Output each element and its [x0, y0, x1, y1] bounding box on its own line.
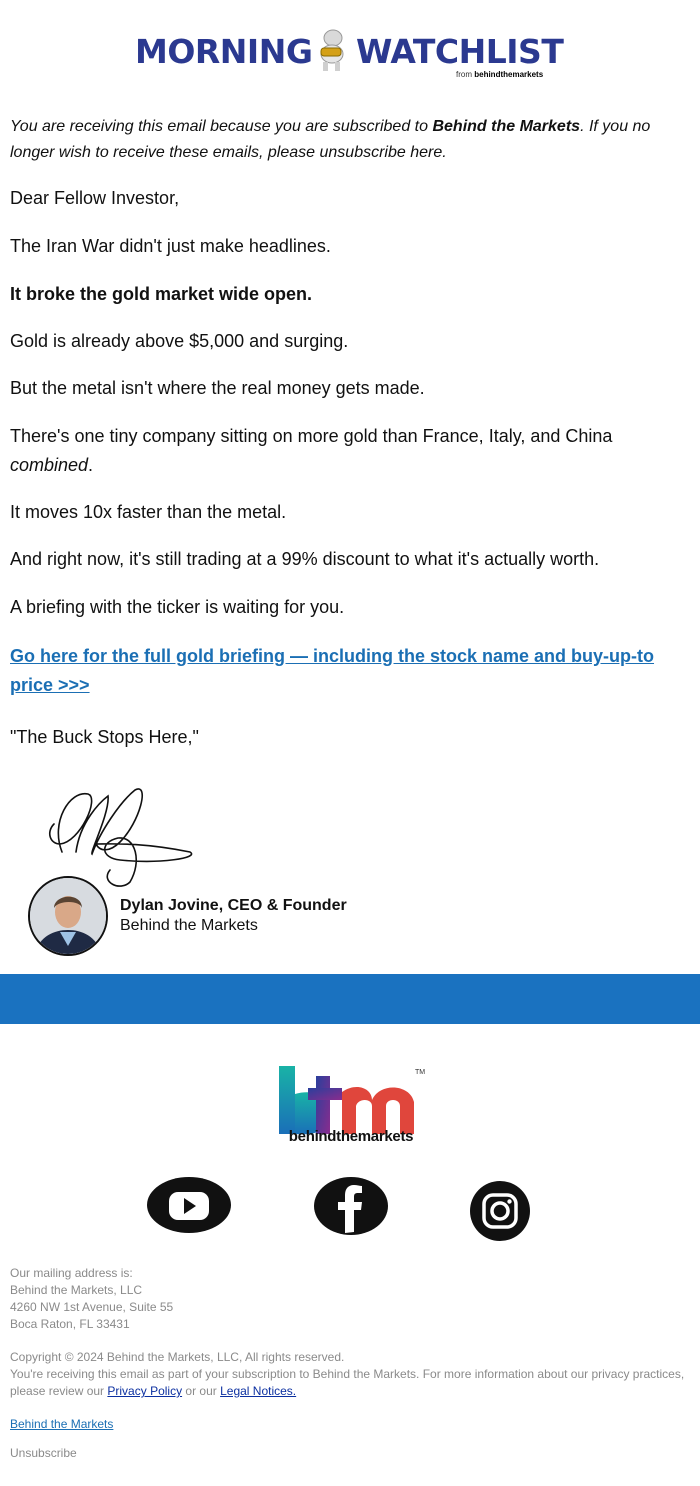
instagram-icon[interactable]	[469, 1180, 531, 1242]
morning-watchlist-logo	[0, 28, 700, 88]
logo-word-morning: MORNING	[135, 32, 313, 71]
logo-word-watchlist: WATCHLIST	[356, 32, 564, 71]
unsubscribe-row	[10, 1445, 700, 1462]
signature-company: Behind the Markets	[120, 917, 258, 934]
behind-the-markets-link[interactable]: Behind the Markets	[10, 1417, 114, 1431]
logo-from-line: from behindthemarkets	[456, 70, 544, 79]
svg-text:TM: TM	[415, 1069, 426, 1076]
paragraph-5: There's one tiny company sitting on more gold than France, Italy, and China combined.	[10, 426, 613, 475]
gold-briefing-link[interactable]: Go here for the full gold briefing — including the stock name and buy-up-to price >>>	[10, 646, 655, 695]
btm-wordmark: behindthemarkets	[288, 1128, 414, 1145]
unsubscribe-link[interactable]: Unsubscribe	[10, 1446, 77, 1460]
signoff: "The Buck Stops Here,"	[10, 727, 199, 747]
greeting: Dear Fellow Investor,	[10, 188, 180, 208]
footer-divider-band	[0, 974, 700, 1024]
mascot-icon	[311, 28, 353, 72]
paragraph-6: It moves 10x faster than the metal.	[10, 502, 287, 522]
legal-notices-link[interactable]: Legal Notices.	[220, 1384, 297, 1398]
facebook-icon[interactable]	[313, 1176, 389, 1236]
paragraph-8: A briefing with the ticker is waiting for you.	[10, 597, 345, 617]
paragraph-1: The Iran War didn't just make headlines.	[10, 236, 331, 256]
paragraph-3: Gold is already above $5,000 and surging.	[10, 331, 349, 351]
paragraph-4: But the metal isn't where the real money gets made.	[10, 378, 425, 398]
legal-text: Copyright © 2024 Behind the Markets, LLC, All rights reserved. You're receiving this email as part of your subscription to Behind the Markets. For more information about our privacy practices, please review our Privacy Policy or our Legal Notices.	[10, 1350, 685, 1398]
paragraph-7: And right now, it's still trading at a 99% discount to what it's actually worth.	[10, 549, 600, 569]
notice-brand: Behind the Markets	[432, 118, 581, 135]
privacy-policy-link[interactable]: Privacy Policy	[107, 1384, 183, 1398]
subscription-notice: You are receiving this email because you are subscribed to Behind the Markets. If you no longer wish to receive these emails, please unsubscribe here.	[10, 118, 651, 161]
youtube-icon[interactable]	[146, 1176, 232, 1234]
signature-name: Dylan Jovine, CEO & Founder	[120, 897, 347, 914]
mailing-address: Our mailing address is: Behind the Markets, LLC 4260 NW 1st Avenue, Suite 55 Boca Raton, FL 33431	[10, 1266, 174, 1331]
brand-link-row	[10, 1416, 700, 1433]
avatar	[28, 876, 108, 956]
handwritten-signature	[40, 782, 200, 890]
paragraph-2: It broke the gold market wide open.	[10, 284, 313, 304]
